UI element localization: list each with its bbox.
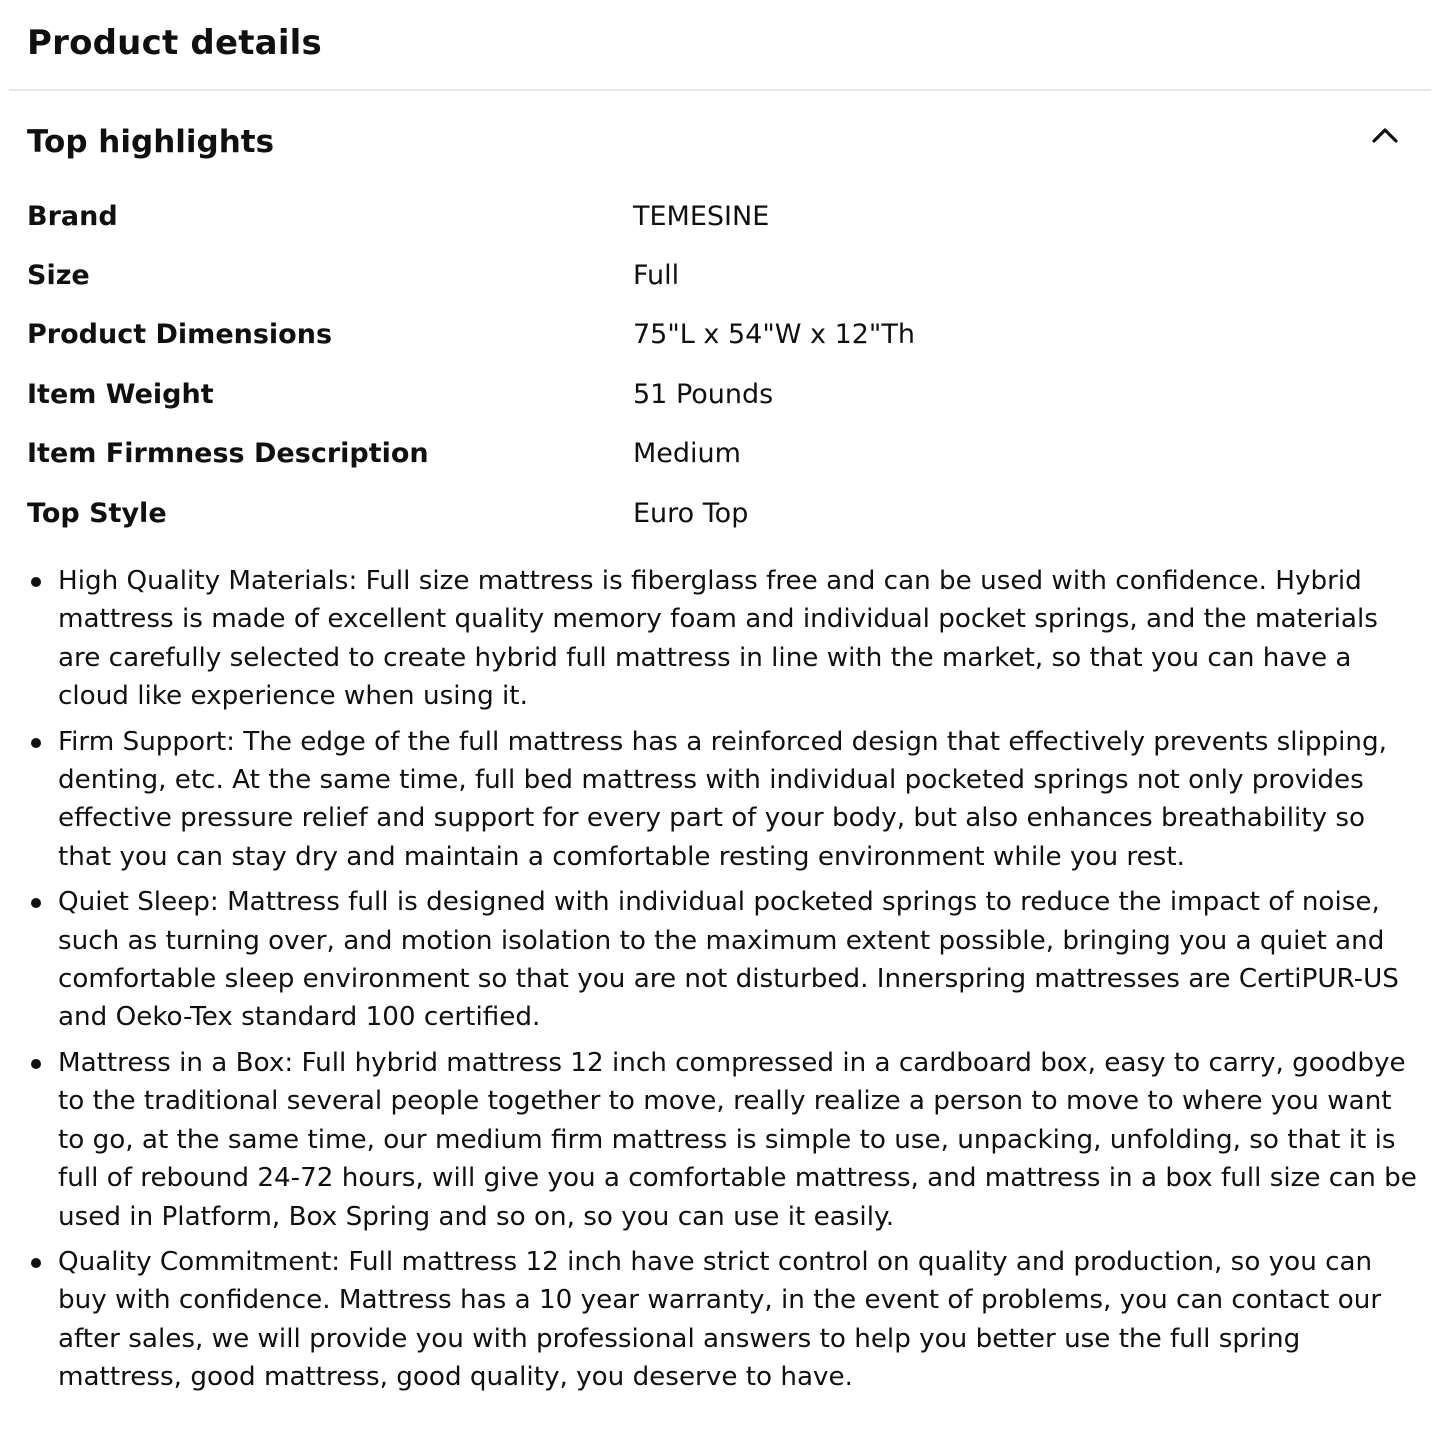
- spec-label: Product Dimensions: [27, 319, 333, 351]
- feature-bullet-mattress-in-a-box: Mattress in a Box: Full hybrid mattress 12 inch compressed in a cardboard box, easy to carry, goodbye to the traditional several people together to move, really realize a person to move to where you want to go, at the same time, our medium firm mattress is simple to use, unpacking, unfolding, so that it is full of rebound 24-72 hours, will give you a comfortable mattress, and mattress in a box full size can be used in Platform, Box Spring and so on, so you can use it easily.: [58, 1044, 1420, 1236]
- spec-label: Brand: [27, 200, 118, 232]
- spec-row-item-firmness-description: [27, 425, 1417, 484]
- spec-value: Full: [633, 260, 680, 292]
- section-divider: [9, 89, 1431, 91]
- spec-table: [27, 187, 1417, 543]
- feature-bullet-firm-support: Firm Support: The edge of the full mattress has a reinforced design that effectively prevents slipping, denting, etc. At the same time, full bed mattress with individual pocketed springs not only provides effective pressure relief and support for every part of your body, but also enhances breathability so that you can stay dry and maintain a comfortable resting environment while you rest.: [58, 723, 1420, 877]
- spec-value: TEMESINE: [633, 200, 770, 232]
- spec-value: Euro Top: [633, 497, 749, 529]
- spec-value: Medium: [633, 438, 741, 470]
- spec-label: Size: [27, 260, 90, 292]
- spec-label: Top Style: [27, 497, 167, 529]
- spec-value: 75"L x 54"W x 12"Th: [633, 319, 915, 351]
- chevron-up-icon[interactable]: [1368, 118, 1402, 152]
- feature-bullet-quality-commitment: Quality Commitment: Full mattress 12 inch have strict control on quality and production, so you can buy with confidence. Mattress has a 10 year warranty, in the event of problems, you can contact our after sales, we will provide you with professional answers to help you better use the full spring mattress, good mattress, good quality, you deserve to have.: [58, 1243, 1420, 1397]
- feature-bullet-quality-materials: High Quality Materials: Full size mattress is fiberglass free and can be used with confidence. Hybrid mattress is made of excellent quality memory foam and individual pocket springs, and the materials are carefully selected to create hybrid full mattress in line with the market, so that you can have a cloud like experience when using it.: [58, 562, 1420, 716]
- section-title: Top highlights: [27, 124, 275, 160]
- spec-row-product-dimensions: [27, 306, 1417, 365]
- feature-bullet-list: [58, 562, 1420, 1404]
- feature-bullet-quiet-sleep: Quiet Sleep: Mattress full is designed with individual pocketed springs to reduce the impact of noise, such as turning over, and motion isolation to the maximum extent possible, bringing you a quiet and comfortable sleep environment so that you are not disturbed. Innerspring mattresses are CertiPUR-US and Oeko-Tex standard 100 certified.: [58, 883, 1420, 1037]
- spec-label: Item Firmness Description: [27, 438, 429, 470]
- spec-row-top-style: [27, 484, 1417, 543]
- spec-row-item-weight: [27, 365, 1417, 424]
- top-highlights-toggle[interactable]: [0, 118, 1440, 168]
- page-title: Product details: [27, 23, 322, 63]
- spec-label: Item Weight: [27, 378, 214, 410]
- spec-row-size: [27, 246, 1417, 305]
- spec-row-brand: [27, 187, 1417, 246]
- spec-value: 51 Pounds: [633, 378, 774, 410]
